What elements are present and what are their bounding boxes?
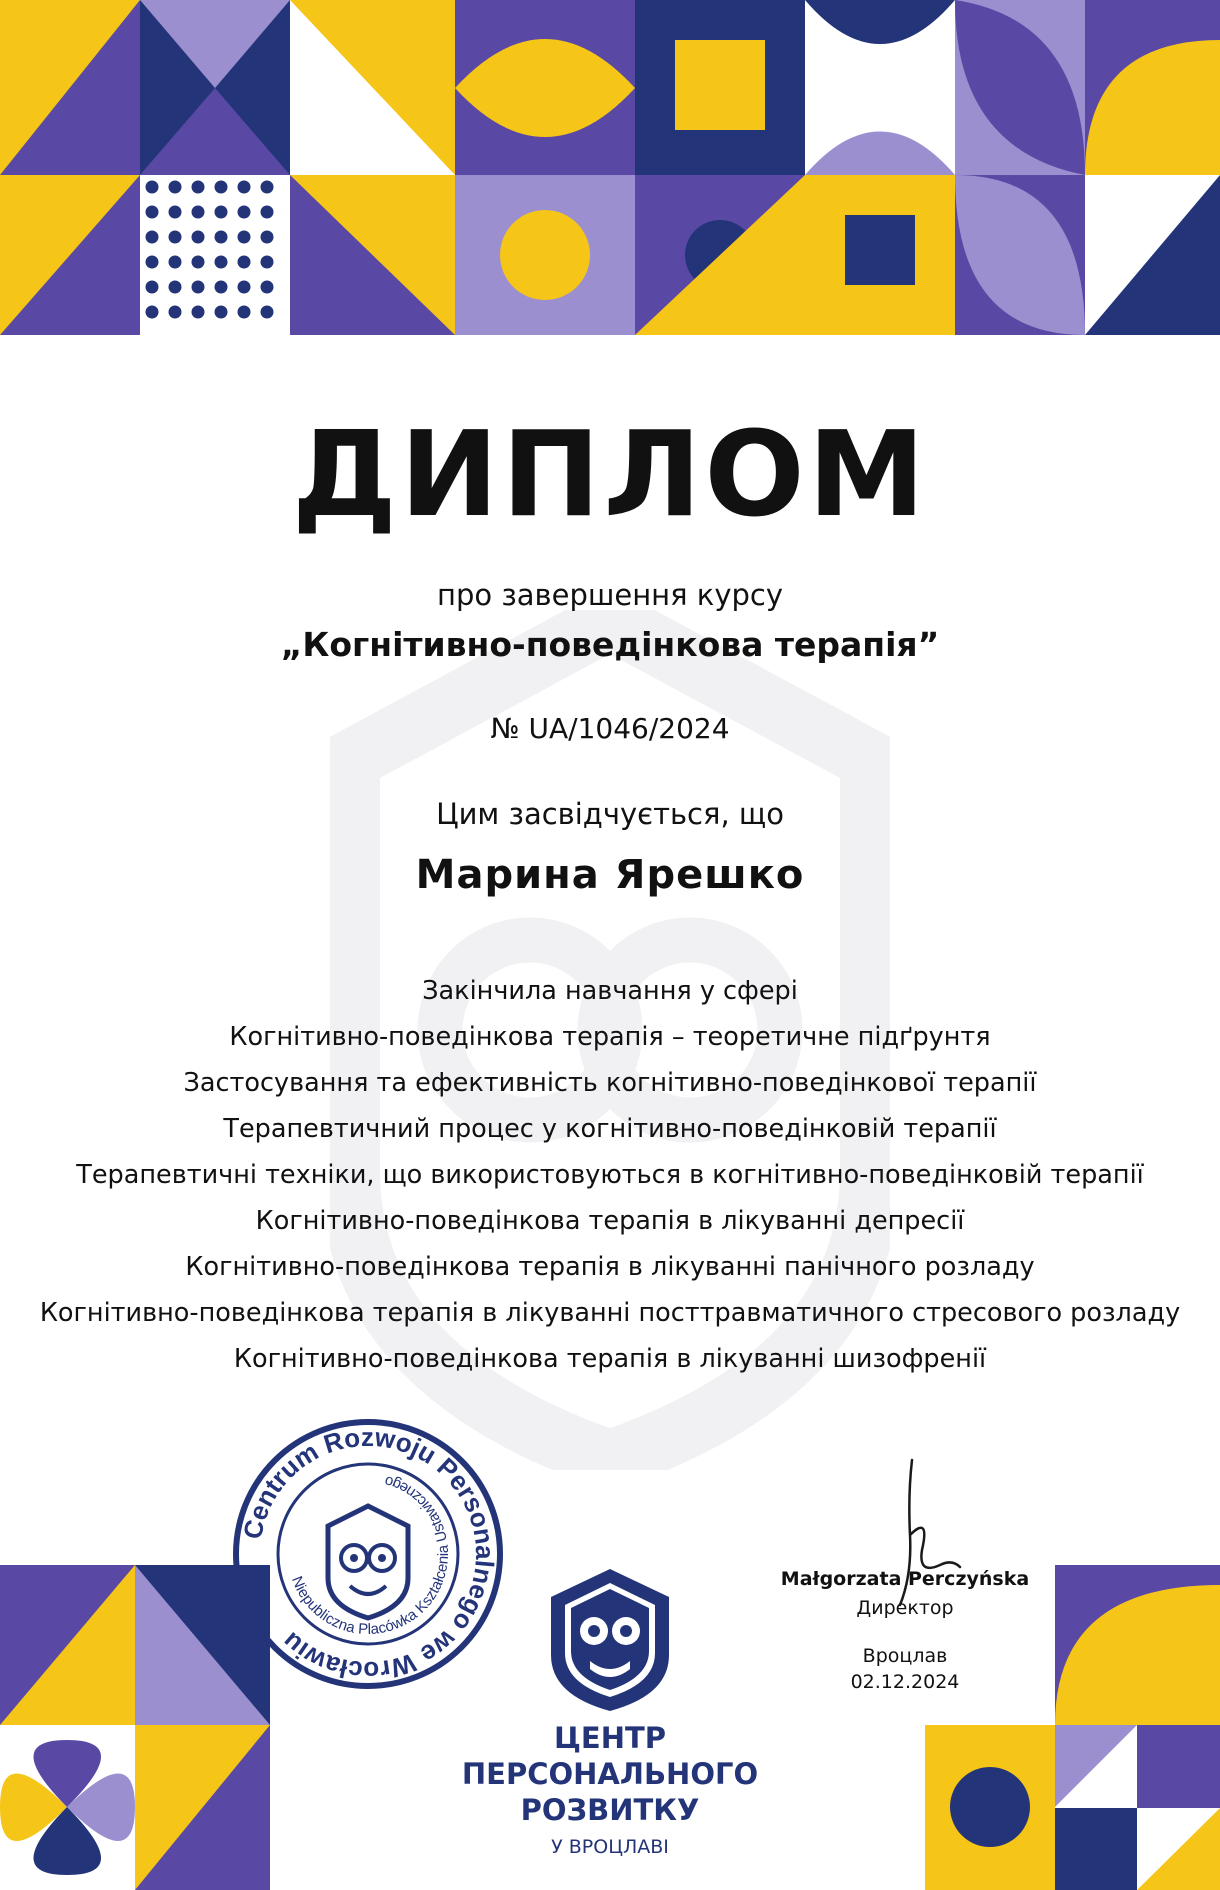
diploma-title: ДИПЛОМ bbox=[291, 405, 929, 543]
organization-name-line: ПЕРСОНАЛЬНОГО bbox=[461, 1757, 759, 1791]
topics-list bbox=[0, 968, 1220, 1382]
pattern-dot bbox=[146, 231, 159, 244]
pattern-dot bbox=[192, 181, 205, 194]
stamp-outer-text: Centrum Rozwoju Personalnego we Wrocławiu bbox=[236, 1421, 501, 1687]
organization-name bbox=[440, 1720, 780, 1828]
pattern-dot bbox=[261, 256, 274, 269]
pattern-dot bbox=[238, 231, 251, 244]
signer-role: Директор bbox=[856, 1597, 954, 1619]
pattern-dot bbox=[238, 181, 251, 194]
certify-text: Цим засвідчується, що bbox=[436, 797, 784, 831]
pattern-dot bbox=[146, 306, 159, 319]
pattern-dot bbox=[261, 206, 274, 219]
pattern-dot bbox=[169, 306, 182, 319]
pattern-dot bbox=[169, 231, 182, 244]
top-pattern-band bbox=[0, 0, 1220, 335]
pattern-dot bbox=[146, 281, 159, 294]
pattern-dot bbox=[169, 281, 182, 294]
stamp-inner-text: Niepubliczna Placówka Kształcenia Ustawicznego bbox=[288, 1472, 453, 1639]
pattern-dot bbox=[215, 206, 228, 219]
organization-name-line: ЦЕНТР bbox=[553, 1721, 667, 1755]
course-subtitle: про завершення курсу bbox=[436, 578, 784, 612]
pattern-dot bbox=[261, 181, 274, 194]
pattern-dot bbox=[238, 256, 251, 269]
topic-item: Терапевтичні техніки, що використовуються в когнітивно-поведінковій терапії bbox=[76, 1160, 1144, 1190]
pattern-dot bbox=[261, 281, 274, 294]
bottom-left-pattern-band bbox=[0, 1565, 270, 1890]
pattern-dot bbox=[146, 206, 159, 219]
pattern-dot bbox=[169, 181, 182, 194]
diploma-number: № UA/1046/2024 bbox=[490, 712, 730, 745]
pattern-dot bbox=[238, 281, 251, 294]
owl-shield-icon bbox=[545, 1565, 675, 1715]
pattern-dot bbox=[215, 306, 228, 319]
pattern-dot bbox=[238, 206, 251, 219]
pattern-dot bbox=[146, 256, 159, 269]
pattern-dot bbox=[261, 306, 274, 319]
pattern-dot bbox=[261, 231, 274, 244]
topic-item: Когнітивно-поведінкова терапія – теоретичне підґрунтя bbox=[229, 1022, 991, 1052]
pattern-dot bbox=[169, 206, 182, 219]
signer-name: Małgorzata Perczyńska bbox=[780, 1568, 1030, 1590]
issue-date: 02.12.2024 bbox=[850, 1671, 960, 1693]
organization-name-line: РОЗВИТКУ bbox=[520, 1793, 700, 1827]
topic-item: Терапевтичний процес у когнітивно-поведінковій терапії bbox=[223, 1114, 997, 1144]
pattern-dot bbox=[238, 306, 251, 319]
pattern-dot bbox=[146, 181, 159, 194]
pattern-dot bbox=[192, 256, 205, 269]
topic-item: Когнітивно-поведінкова терапія в лікуванні посттравматичного стресового розладу bbox=[39, 1298, 1181, 1328]
pattern-dot bbox=[215, 181, 228, 194]
pattern-dot bbox=[192, 281, 205, 294]
pattern-dot bbox=[215, 256, 228, 269]
topic-item: Застосування та ефективність когнітивно-поведінкової терапії bbox=[183, 1068, 1037, 1098]
organization-city: У ВРОЦЛАВІ bbox=[551, 1836, 669, 1858]
topic-item: Когнітивно-поведінкова терапія в лікуванні шизофренії bbox=[233, 1344, 987, 1374]
course-name: „Когнітивно-поведінкова терапія” bbox=[280, 625, 940, 664]
handwritten-signature bbox=[870, 1455, 970, 1615]
pattern-dot bbox=[215, 231, 228, 244]
topic-item: Когнітивно-поведінкова терапія в лікуванні панічного розладу bbox=[185, 1252, 1035, 1282]
round-stamp bbox=[232, 1418, 504, 1690]
pattern-dot bbox=[192, 306, 205, 319]
pattern-dot bbox=[215, 281, 228, 294]
stamp-owl-icon bbox=[328, 1506, 408, 1618]
pattern-dot bbox=[192, 231, 205, 244]
issue-city: Вроцлав bbox=[862, 1645, 948, 1667]
pattern-dot bbox=[169, 256, 182, 269]
topic-item: Когнітивно-поведінкова терапія в лікуванні депресії bbox=[255, 1206, 965, 1236]
recipient-name: Марина Ярешко bbox=[415, 852, 805, 898]
topics-intro: Закінчила навчання у сфері bbox=[422, 976, 798, 1006]
pattern-dot bbox=[192, 206, 205, 219]
